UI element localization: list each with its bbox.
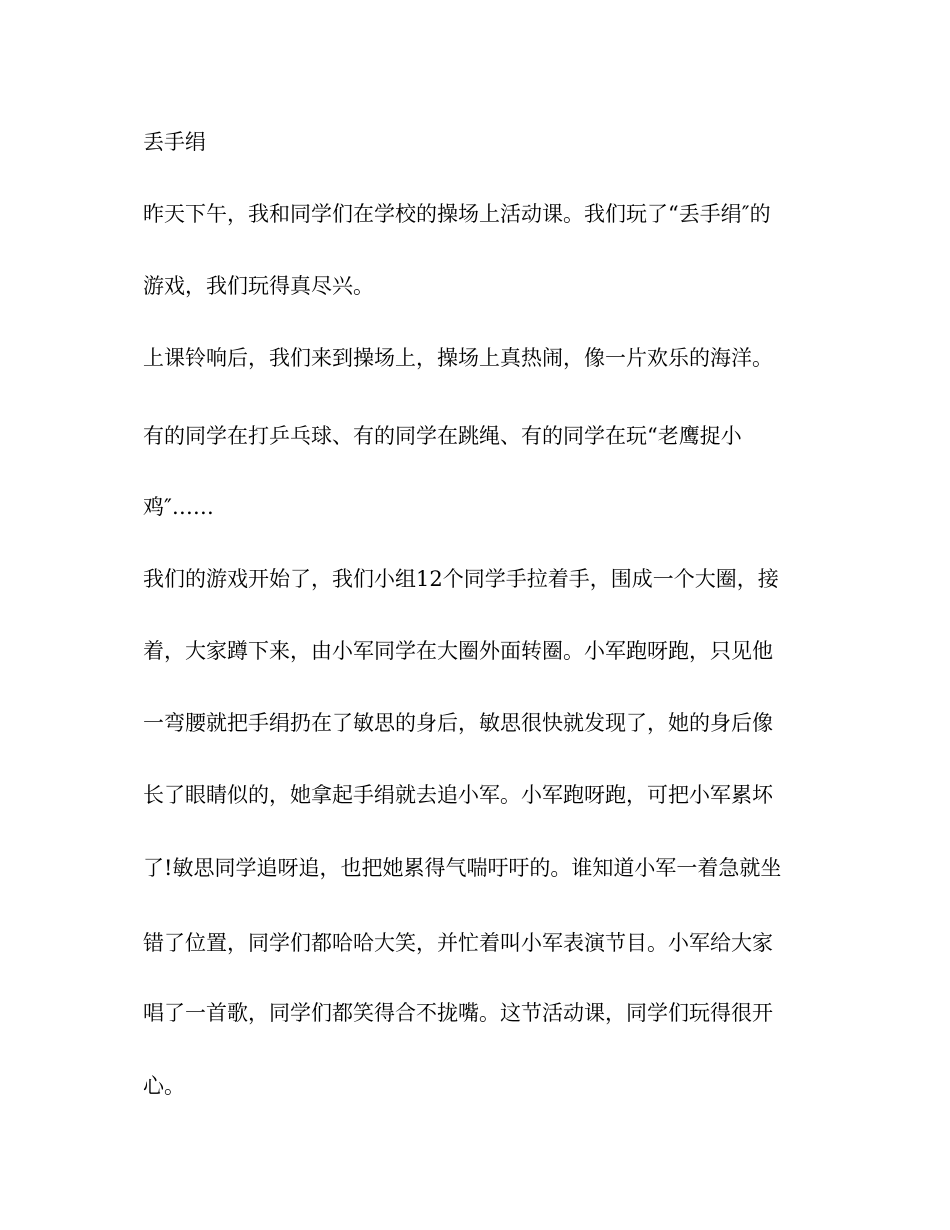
text-line: 一弯腰就把手绢扔在了敏思的身后，敏思很快就发现了，她的身后像 [143, 711, 773, 735]
text-line: 了!敏思同学追呀追，也把她累得气喘吁吁的。谁知道小军一着急就坐 [143, 856, 782, 880]
text-line: 我们的游戏开始了，我们小组12个同学手拉着手，围成一个大圈，接 [143, 567, 779, 591]
text-line: 有的同学在打乒乓球、有的同学在跳绳、有的同学在玩“老鹰捉小 [143, 424, 742, 448]
text-line: 错了位置，同学们都哈哈大笑，并忙着叫小军表演节目。小军给大家 [143, 931, 773, 955]
document-title: 丢手绢 [143, 130, 206, 154]
text-line: 上课铃响后，我们来到操场上，操场上真热闹，像一片欢乐的海洋。 [143, 346, 773, 370]
text-line: 唱了一首歌，同学们都笑得合不拢嘴。这节活动课，同学们玩得很开 [143, 1001, 773, 1025]
text-line: 长了眼睛似的，她拿起手绢就去追小军。小军跑呀跑，可把小军累坏 [143, 783, 773, 807]
text-line: 着，大家蹲下来，由小军同学在大圈外面转圈。小军跑呀跑，只见他 [143, 639, 773, 663]
text-line: 昨天下午，我和同学们在学校的操场上活动课。我们玩了“丢手绢″的 [143, 202, 771, 226]
text-line: 心。 [143, 1074, 185, 1098]
text-line: 游戏，我们玩得真尽兴。 [143, 274, 374, 298]
text-line: 鸡″…… [143, 495, 214, 519]
